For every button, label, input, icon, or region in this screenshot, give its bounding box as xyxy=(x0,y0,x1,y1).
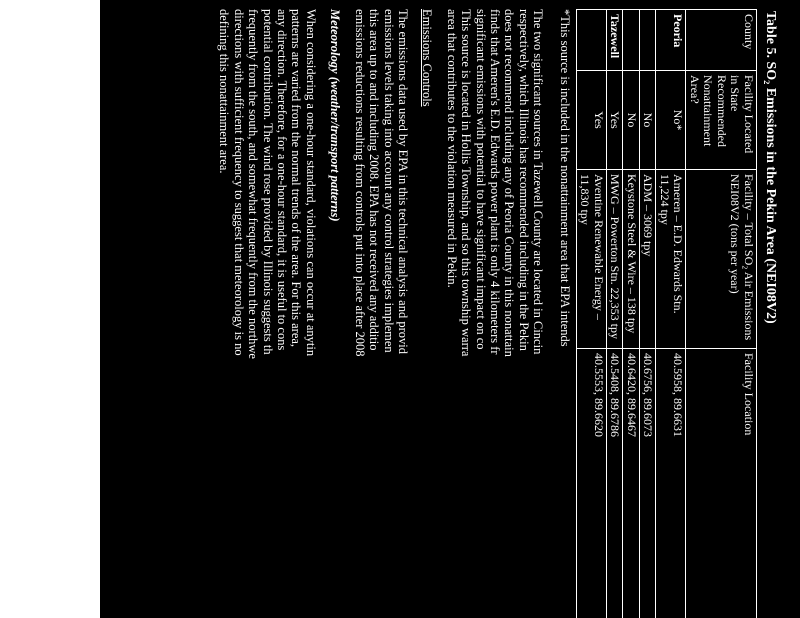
table-footnote: *This source is included in the nonattainment area that EPA intends xyxy=(557,9,572,347)
header-cell: Facility Located in State Recommended Nonattainment Area? xyxy=(686,71,757,170)
text-line: defining this nonattainment area. xyxy=(217,9,232,174)
text-line: emissions reductions resulting from controls put into place after 2008 xyxy=(352,9,367,357)
location-cell: 40.6420, 89.6467 xyxy=(623,349,640,618)
page-content-rotated xyxy=(100,0,800,618)
location-cell: 40.5408, 89.6786 xyxy=(606,349,623,618)
emissions-cell: Ameren – E.D. Edwards Stn. 11,224 tpy xyxy=(656,170,686,349)
location-cell: 40.6756, 89.6073 xyxy=(639,349,656,618)
paragraph-emissions-controls xyxy=(352,9,410,618)
text-line: The two significant sources in Tazewell County are located in Cincin xyxy=(531,9,546,355)
emissions-cell: MWG – Powerton Stn. 22,353 tpy xyxy=(606,170,623,349)
text-line: patterns are varied from the normal trends of the area. For this area, xyxy=(289,9,304,348)
table-row xyxy=(576,10,606,618)
emissions-cell: ADM – 3069 tpy xyxy=(639,170,656,349)
paragraph-meteorology xyxy=(217,9,318,618)
located-cell: No xyxy=(639,71,656,170)
text-line: significant emissions with potential to have significant impact on co xyxy=(473,9,488,350)
heading-emissions-controls: Emissions Controls xyxy=(420,9,435,107)
county-cell xyxy=(576,10,606,71)
paragraph-sources xyxy=(444,9,545,618)
text-line: respectively, which Illinois has recommended including in the Pekin xyxy=(516,9,531,351)
table-header-row xyxy=(686,10,757,618)
location-cell: 40.5958, 89.6631 xyxy=(656,349,686,618)
emissions-table xyxy=(576,9,757,618)
table-row xyxy=(623,10,640,618)
header-cell: Facility Location xyxy=(686,349,757,618)
header-cell: County xyxy=(686,10,757,71)
emissions-cell: Keystone Steel & Wire – 138 tpy xyxy=(623,170,640,349)
county-cell xyxy=(639,10,656,71)
header-cell: Facility – Total SO₂ Air Emissions NEI08V2 (tons per year) xyxy=(686,170,757,349)
location-cell: 40.5553, 89.6620 xyxy=(576,349,606,618)
located-cell: No* xyxy=(656,71,686,170)
text-line: The emissions data used by EPA in this technical analysis and provid xyxy=(395,9,410,354)
text-line: any direction. Therefore, for a one-hour standard, it is useful to cons xyxy=(275,9,290,351)
text-line: finds that Ameren's E.D. Edwards power plant is only 4 kilometers fr xyxy=(487,9,502,355)
text-line: does not recommend including any of Peoria County in this nonattain xyxy=(502,9,517,357)
located-cell: Yes xyxy=(576,71,606,170)
text-line: this area up to and including 2008. EPA has not received any additio xyxy=(367,9,382,351)
text-line: When considering a one-hour standard, violations can occur at anytin xyxy=(303,9,318,357)
text-line: frequently from the south, and somewhat frequently from the northwe xyxy=(246,9,261,359)
table-row xyxy=(606,10,623,618)
text-line: directions with sufficient frequency to suggest that meteorology is no xyxy=(231,9,246,356)
scanned-page xyxy=(100,0,800,618)
table-row xyxy=(639,10,656,618)
text-line: This source is located in Hollis Township, and so this township warra xyxy=(459,9,474,357)
table-row xyxy=(656,10,686,618)
heading-meteorology: Meteorology (weather/transport patterns) xyxy=(328,9,343,222)
text-line: emissions levels taking into account any control strategies implemen xyxy=(381,9,396,353)
text-line: potential contribution. The wind rose provided by Illinois suggests th xyxy=(260,9,275,355)
emissions-cell: Aventine Renewable Energy – 11,830 tpy xyxy=(576,170,606,349)
located-cell: Yes xyxy=(606,71,623,170)
table-title: Table 5. SO₂ Emissions in the Pekin Area (NEI08V2) xyxy=(763,11,778,324)
located-cell: No xyxy=(623,71,640,170)
county-cell: Tazewell xyxy=(606,10,623,71)
county-cell: Peoria xyxy=(656,10,686,71)
text-line: area that contributes to the violation measured in Pekin. xyxy=(444,9,459,288)
county-cell xyxy=(623,10,640,71)
